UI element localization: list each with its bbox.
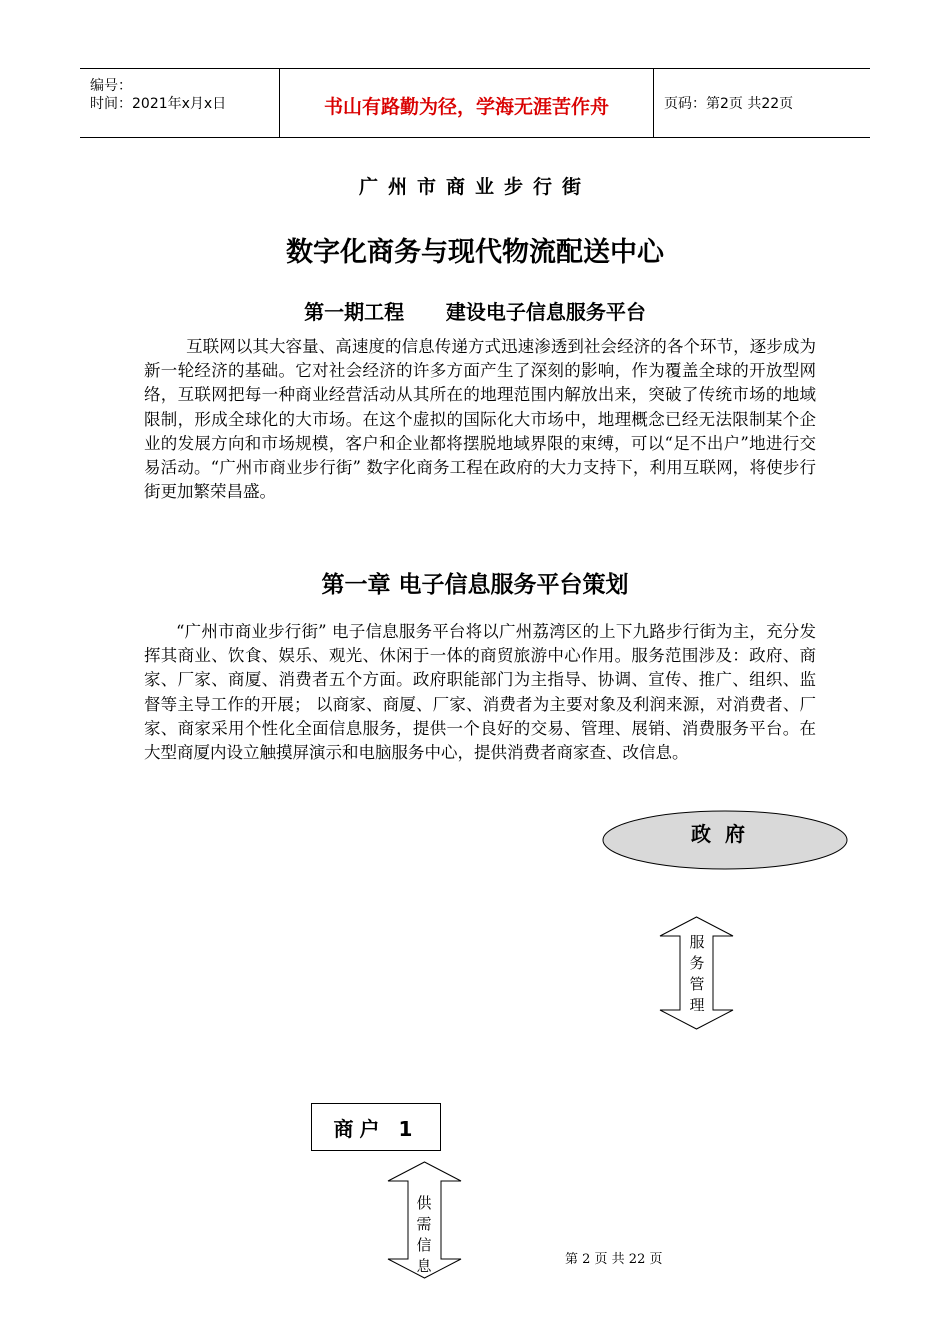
header-info-cell xyxy=(80,69,280,137)
title-line-2: 数字化商务与现代物流配送中心 xyxy=(286,237,664,268)
paragraph-2-text: “广州市商业步行街” 电子信息服务平台将以广州荔湾区的上下九路步行街为主，充分发挥其商业、饮食、娱乐、观光、休闲于一体的商贸旅游中心作用。服务范围涉及：政府、商家、厂家、商厦、消费者五个方面。政府职能部门为主指导、协调、宣传、推广、组织、监督等主导工作的开展； 以商家、商厦、厂家、消费者为主要对象及利润来源，对消费者、厂家、商家采用个性化全面信息服务，提供一个良好的交易、管理、展销、消费服务平台。在大型商厦内设立触摸屏演示和电脑服务中心，提供消费者商家查、改信息。 xyxy=(144,622,816,763)
char-2: 需 xyxy=(416,1215,432,1233)
page-info: 页码：第2页 共22页 xyxy=(664,96,794,112)
paragraph-1 xyxy=(144,335,816,504)
number-label: 编号： xyxy=(90,78,132,94)
paragraph-2 xyxy=(144,620,816,765)
page-footer: 第 2 页 共 22 页 xyxy=(565,1252,663,1267)
char-4: 理 xyxy=(689,996,705,1014)
title-line-1: 广州市商业步行街 xyxy=(358,176,591,198)
service-management-label xyxy=(682,932,712,1016)
government-label: 政府 xyxy=(691,822,759,846)
char-3: 管 xyxy=(689,975,705,993)
motto: 书山有路勤为径，学海无涯苦作舟 xyxy=(323,95,609,118)
supply-demand-label xyxy=(409,1193,439,1277)
char-1: 供 xyxy=(416,1194,432,1212)
time-label: 时间：2021年x月x日 xyxy=(90,96,227,112)
header-page-cell xyxy=(654,69,870,137)
subtitle: 第一期工程 建设电子信息服务平台 xyxy=(304,300,646,324)
char-1: 服 xyxy=(689,933,705,951)
header-motto-cell xyxy=(280,69,654,137)
paragraph-1-text: 互联网以其大容量、高速度的信息传递方式迅速渗透到社会经济的各个环节，逐步成为新一轮经济的基础。它对社会经济的许多方面产生了深刻的影响，作为覆盖全球的开放型网络，互联网把每一种商业经营活动从其所在的地理范围内解放出来，突破了传统市场的地域限制，形成全球化的大市场。在这个虚拟的国际化大市场中，地理概念已经无法限制某个企业的发展方向和市场规模，客户和企业都将摆脱地域界限的束缚，可以“足不出户”地进行交易活动。“广州市商业步行街” 数字化商务工程在政府的大力支持下，利用互联网，将使步行街更加繁荣昌盛。 xyxy=(144,337,816,502)
chapter-title: 第一章 电子信息服务平台策划 xyxy=(321,572,629,598)
merchant-box: 商户 1 xyxy=(311,1103,441,1151)
char-3: 信 xyxy=(416,1236,432,1254)
char-2: 务 xyxy=(689,954,705,972)
header-table xyxy=(80,68,870,138)
char-4: 息 xyxy=(416,1257,432,1275)
